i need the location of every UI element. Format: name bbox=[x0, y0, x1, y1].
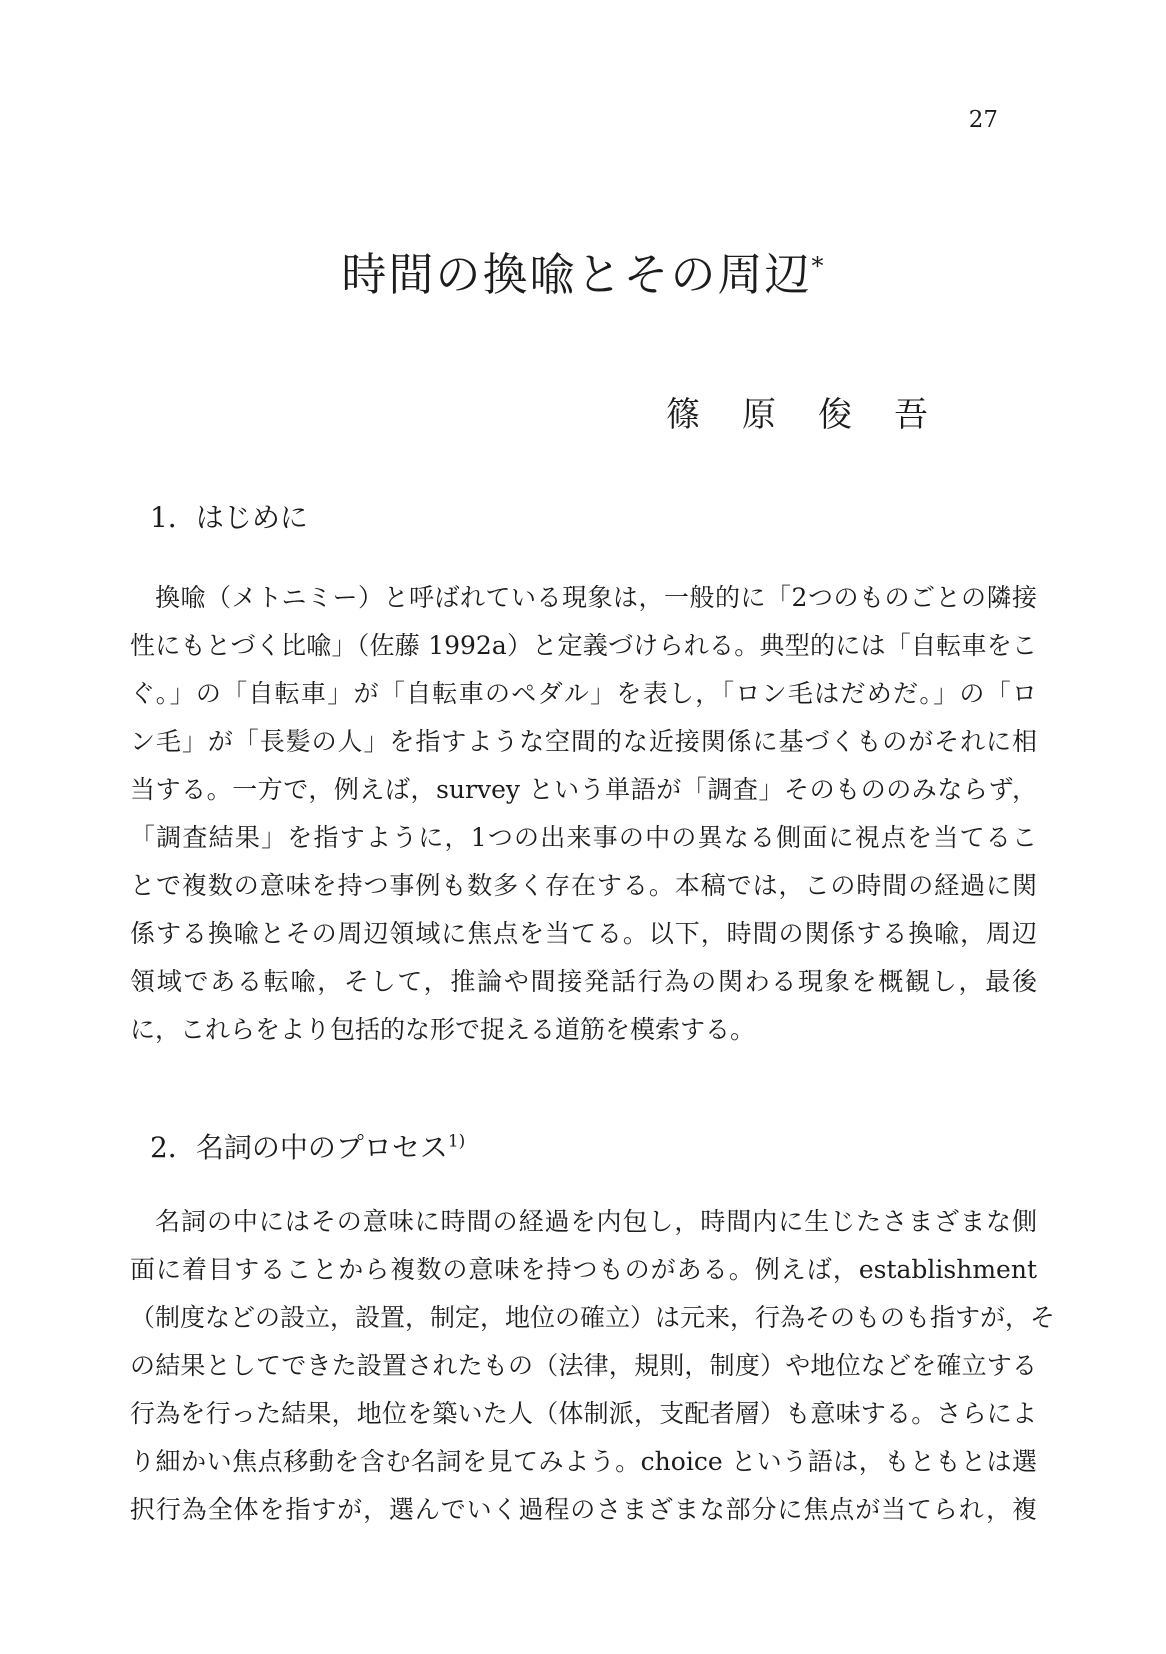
body-line: 領域である転喩，そして，推論や間接発話行為の関わる現象を概観し，最後 bbox=[130, 967, 1037, 996]
section2-footnote-marker: 1) bbox=[447, 1131, 466, 1152]
body-line: 「調査結果」を指すように，1つの出来事の中の異なる側面に視点を当てるこ bbox=[130, 823, 1037, 852]
body-line: り細かい焦点移動を含む名詞を見てみよう。choice という語は，もともとは選 bbox=[130, 1447, 1037, 1476]
author-name: 篠 原 俊 吾 bbox=[666, 395, 932, 435]
section2-paragraph bbox=[130, 1198, 1056, 1534]
body-line: 択行為全体を指すが，選んでいく過程のさまざまな部分に焦点が当てられ，複 bbox=[130, 1495, 1037, 1524]
body-line: 換喩（メトニミー）と呼ばれている現象は，一般的に「2つのものごとの隣接 bbox=[155, 583, 1037, 612]
section1-heading: 1．はじめに bbox=[150, 501, 308, 534]
paper-title-text: 時間の換喩とその周辺 bbox=[341, 248, 812, 301]
body-line: 係する換喩とその周辺領域に焦点を当てる。以下，時間の関係する換喩，周辺 bbox=[130, 919, 1037, 948]
body-line: 行為を行った結果，地位を築いた人（体制派，支配者層）も意味する。さらによ bbox=[130, 1399, 1037, 1428]
body-line: の結果としてできた設置されたもの（法律，規則，制度）や地位などを確立する bbox=[130, 1351, 1037, 1380]
body-line: 面に着目することから複数の意味を持つものがある。例えば，establishment bbox=[130, 1255, 1037, 1284]
body-line: 当する。一方で，例えば，survey という単語が「調査」そのもののみならず， bbox=[130, 775, 1037, 804]
page-number: 27 bbox=[968, 107, 998, 133]
body-line: （制度などの設立，設置，制定，地位の確立）は元来，行為そのものも指すが，そ bbox=[130, 1303, 1056, 1332]
body-line: ン毛」が「長髪の人」を指すような空間的な近接関係に基づくものがそれに相 bbox=[130, 727, 1037, 756]
title-footnote-marker: * bbox=[811, 252, 826, 280]
body-line: に，これらをより包括的な形で捉える道筋を模索する。 bbox=[130, 1015, 756, 1044]
section2-heading bbox=[130, 1128, 1037, 1168]
body-line: 性にもとづく比喩」（佐藤 1992a）と定義づけられる。典型的には「自転車をこ bbox=[130, 631, 1037, 660]
page-content bbox=[130, 0, 1056, 1534]
body-line: ぐ。」の「自転車」が「自転車のペダル」を表し，「ロン毛はだめだ。」の「ロ bbox=[130, 679, 1037, 708]
paper-title bbox=[130, 250, 1037, 300]
section1-paragraph bbox=[130, 574, 1037, 1054]
section2-heading-text: 2．名詞の中のプロセス bbox=[150, 1131, 448, 1164]
body-line: 名詞の中にはその意味に時間の経過を内包し，時間内に生じたさまざまな側 bbox=[155, 1207, 1037, 1236]
body-line: とで複数の意味を持つ事例も数多く存在する。本稿では，この時間の経過に関 bbox=[130, 871, 1037, 900]
